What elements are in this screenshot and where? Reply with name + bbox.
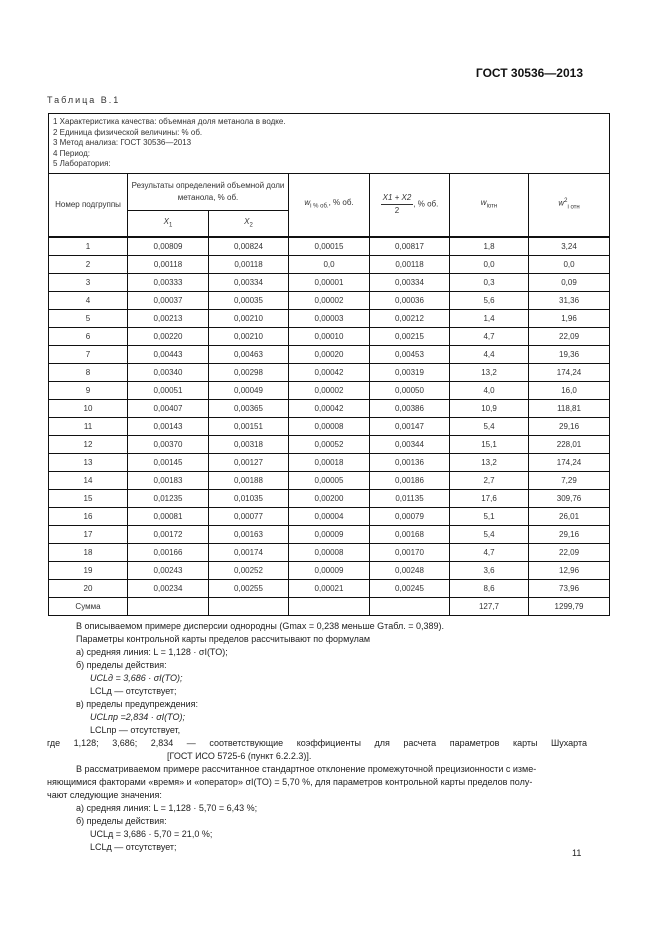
table-cell: 0,00210 [209,309,289,327]
table-cell: 0,00001 [289,273,370,291]
table-row [49,435,610,453]
sum-empty [370,597,450,615]
table-cell: 0,00234 [128,579,209,597]
paragraph: В описываемом примере дисперсии однородны (Gmax = 0,238 меньше Gтабл. = 0,389). [76,621,444,631]
list-item: а) средняя линия: L = 1,128 · σI(TO); [76,647,228,657]
paragraph: где 1,128; 3,686; 2,834 — соответствующие коэффициенты для расчета параметров карты Шухарта [47,738,587,748]
table-cell: 29,16 [529,525,610,543]
table-row [49,345,610,363]
sum-wrel2: 1299,79 [529,597,610,615]
table-cell: 4 [49,291,128,309]
table-cell: 0,00255 [209,579,289,597]
table-cell: 0,00118 [128,255,209,273]
table-cell: 0,00049 [209,381,289,399]
table-cell: 12,96 [529,561,610,579]
table-cell: 3,24 [529,237,610,256]
table-cell: 3,6 [450,561,529,579]
table-cell: 174,24 [529,363,610,381]
page-number: 11 [572,848,582,858]
table-cell: 5,1 [450,507,529,525]
formula: LCLд — отсутствует; [90,686,177,696]
table-cell: 0,00213 [128,309,209,327]
table-cell: 0,00170 [370,543,450,561]
table-cell: 0,01135 [370,489,450,507]
table-row [49,525,610,543]
paragraph: Параметры контрольной карты пределов рассчитывают по формулам [76,634,371,644]
table-cell: 0,00021 [289,579,370,597]
table-cell: 309,76 [529,489,610,507]
formula: LCLд — отсутствует; [90,842,177,852]
table-cell: 16,0 [529,381,610,399]
table-cell: 0,00340 [128,363,209,381]
table-row [49,417,610,435]
table-row [49,381,610,399]
table-cell: 5,6 [450,291,529,309]
table-row [49,255,610,273]
table-cell: 5,4 [450,417,529,435]
table-cell: 2,7 [450,471,529,489]
table-cell: 174,24 [529,453,610,471]
table-cell: 0,00212 [370,309,450,327]
table-row [49,489,610,507]
table-cell: 5 [49,309,128,327]
info-line: 3 Метод анализа: ГОСТ 30536—2013 [53,138,192,147]
table-cell: 0,00298 [209,363,289,381]
table-cell: 0,00407 [128,399,209,417]
table-row [49,309,610,327]
table-cell: 7,29 [529,471,610,489]
table-cell: 0,00243 [128,561,209,579]
table-row [49,237,610,256]
sum-empty [289,597,370,615]
sum-label: Сумма [49,597,128,615]
table-cell: 228,01 [529,435,610,453]
table-cell: 0,00319 [370,363,450,381]
data-table [48,113,610,616]
table-cell: 0,00118 [370,255,450,273]
table-cell: 0,00365 [209,399,289,417]
table-cell: 0,00386 [370,399,450,417]
table-cell: 0,00147 [370,417,450,435]
table-cell: 0,3 [450,273,529,291]
table-cell: 0,00334 [370,273,450,291]
header-w: $w_{i \% об.}$, % об. [289,173,370,237]
table-cell: 31,36 [529,291,610,309]
table-cell: 2 [49,255,128,273]
list-item: б) пределы действия: [76,660,167,670]
list-item: в) пределы предупреждения: [76,699,199,709]
table-cell: 0,01235 [128,489,209,507]
table-cell: 6 [49,327,128,345]
table-cell: 0,00004 [289,507,370,525]
table-cell: 0,00174 [209,543,289,561]
table-cell: 0,00018 [289,453,370,471]
header-wrel: $w_{iотн}$ [450,173,529,237]
table-cell: 22,09 [529,327,610,345]
table-cell: 0,00035 [209,291,289,309]
table-cell: 0,00020 [289,345,370,363]
table-cell: 7 [49,345,128,363]
table-cell: 0,00252 [209,561,289,579]
header-x1: $X_1$ [128,210,209,237]
header-mean: $\frac{X1 + X2}{2}$ , % об. [370,173,450,237]
table-cell: 0,00050 [370,381,450,399]
table-cell: 0,00163 [209,525,289,543]
table-cell: 73,96 [529,579,610,597]
table-cell: 0,00817 [370,237,450,256]
table-cell: 0,0 [289,255,370,273]
table-cell: 0,00036 [370,291,450,309]
table-cell: 0,00079 [370,507,450,525]
table-cell: 0,00463 [209,345,289,363]
table-cell: 10,9 [450,399,529,417]
table-row [49,471,610,489]
table-cell: 0,00210 [209,327,289,345]
table-cell: 13 [49,453,128,471]
reference: [ГОСТ ИСО 5725-6 (пункт 6.2.2.3)]. [167,751,312,761]
sum-empty [209,597,289,615]
table-row [49,579,610,597]
table-cell: 0,00042 [289,363,370,381]
table-cell: 1,4 [450,309,529,327]
table-caption: Таблица В.1 [47,95,121,105]
table-cell: 0,00008 [289,417,370,435]
table-row [49,291,610,309]
table-cell: 0,00010 [289,327,370,345]
table-cell: 19 [49,561,128,579]
table-cell: 0,00005 [289,471,370,489]
sum-wrel: 127,7 [450,597,529,615]
table-cell: 0,00151 [209,417,289,435]
table-cell: 0,00334 [209,273,289,291]
list-item: а) средняя линия: L = 1,128 · 5,70 = 6,43 %; [76,803,258,813]
sum-empty [128,597,209,615]
table-row [49,561,610,579]
table-cell: 29,16 [529,417,610,435]
table-cell: 20 [49,579,128,597]
table-cell: 0,00188 [209,471,289,489]
table-cell: 0,00318 [209,435,289,453]
info-line: 4 Период: [53,148,90,158]
table-cell: 4,7 [450,543,529,561]
table-cell: 17 [49,525,128,543]
table-cell: 0,00443 [128,345,209,363]
table-cell: 0,00344 [370,435,450,453]
paragraph: В рассматриваемом примере рассчитанное стандартное отклонение промежуточной прецизионности с изме- [76,764,537,774]
table-cell: 0,00003 [289,309,370,327]
table-cell: 0,00248 [370,561,450,579]
header-results: Результаты определений объемной доли метанола, % об. [128,173,289,210]
table-cell: 13,2 [450,453,529,471]
table-cell: 4,0 [450,381,529,399]
table-row [49,543,610,561]
table-cell: 1,96 [529,309,610,327]
table-row [49,399,610,417]
table-cell: 16 [49,507,128,525]
table-cell: 0,00081 [128,507,209,525]
table-cell: 3 [49,273,128,291]
table-cell: 0,00453 [370,345,450,363]
table-cell: 18 [49,543,128,561]
paragraph: няющимися факторами «время» и «оператор» σI(TO) = 5,70 %, для параметров контрольной карты пределов полу- [47,777,533,787]
table-row [49,363,610,381]
table-cell: 0,00136 [370,453,450,471]
table-cell: 0,00183 [128,471,209,489]
table-cell: 14 [49,471,128,489]
table-cell: 118,81 [529,399,610,417]
table-cell: 12 [49,435,128,453]
table-cell: 0,00215 [370,327,450,345]
formula: UCLпр =2,834 · σI(TO); [90,712,185,722]
table-cell: 0,00166 [128,543,209,561]
table-cell: 9 [49,381,128,399]
table-cell: 0,00824 [209,237,289,256]
table-cell: 1,8 [450,237,529,256]
table-cell: 15 [49,489,128,507]
document-code: ГОСТ 30536—2013 [475,66,583,80]
table-cell: 0,00052 [289,435,370,453]
table-cell: 0,00186 [370,471,450,489]
table-cell: 0,00077 [209,507,289,525]
info-line: 2 Единица физической величины: % об. [53,127,203,137]
table-cell: 0,00370 [128,435,209,453]
table-cell: 1 [49,237,128,256]
table-info [49,114,610,174]
table-cell: 19,36 [529,345,610,363]
table-cell: 0,00143 [128,417,209,435]
paragraph: чают следующие значения: [47,790,162,800]
table-cell: 5,4 [450,525,529,543]
table-cell: 0,00042 [289,399,370,417]
table-cell: 0,00127 [209,453,289,471]
table-cell: 4,7 [450,327,529,345]
table-cell: 0,00245 [370,579,450,597]
formula: UCLд = 3,686 · σI(TO); [90,673,183,683]
table-cell: 0,01035 [209,489,289,507]
body-text [47,620,587,854]
table-cell: 17,6 [450,489,529,507]
table-cell: 0,00200 [289,489,370,507]
header-x2: $X_2$ [209,210,289,237]
table-cell: 4,4 [450,345,529,363]
table-row [49,507,610,525]
table-cell: 22,09 [529,543,610,561]
table-cell: 26,01 [529,507,610,525]
table-cell: 0,09 [529,273,610,291]
table-cell: 8 [49,363,128,381]
table-cell: 0,00015 [289,237,370,256]
table-cell: 8,6 [450,579,529,597]
info-line: 5 Лаборатория: [53,159,111,168]
table-cell: 0,00002 [289,291,370,309]
table-row [49,273,610,291]
table-row [49,453,610,471]
table-cell: 0,00009 [289,525,370,543]
table-cell: 0,0 [529,255,610,273]
table-cell: 0,00051 [128,381,209,399]
table-cell: 0,00008 [289,543,370,561]
table-cell: 0,00002 [289,381,370,399]
formula: UCLд = 3,686 · 5,70 = 21,0 %; [90,829,213,839]
table-row [49,327,610,345]
table-cell: 0,00009 [289,561,370,579]
table-cell: 0,00172 [128,525,209,543]
table-cell: 0,00037 [128,291,209,309]
table-cell: 0,00145 [128,453,209,471]
formula: LCLпр — отсутствует, [90,725,181,735]
table-cell: 0,00168 [370,525,450,543]
table-cell: 0,00333 [128,273,209,291]
table-cell: 15,1 [450,435,529,453]
list-item: б) пределы действия: [76,816,167,826]
table-cell: 0,0 [450,255,529,273]
header-group: Номер подгруппы [49,173,128,237]
table-cell: 11 [49,417,128,435]
table-cell: 0,00809 [128,237,209,256]
header-wrel2: $w^2_{i отн}$ [529,173,610,237]
table-cell: 0,00220 [128,327,209,345]
table-cell: 0,00118 [209,255,289,273]
info-line: 1 Характеристика качества: объемная доля метанола в водке. [53,117,286,126]
table-cell: 10 [49,399,128,417]
table-cell: 13,2 [450,363,529,381]
